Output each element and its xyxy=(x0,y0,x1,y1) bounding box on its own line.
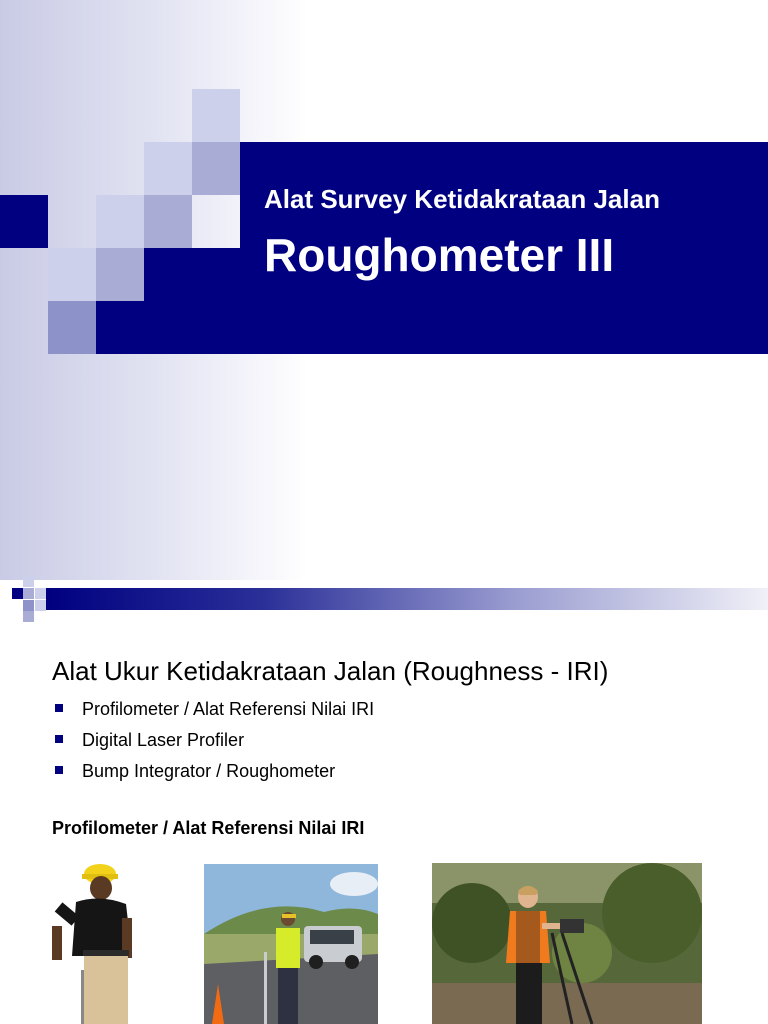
decorative-square xyxy=(48,248,96,301)
title-band-stub xyxy=(0,195,48,248)
section-title: Profilometer / Alat Referensi Nilai IRI xyxy=(52,818,365,838)
decorative-square xyxy=(23,600,34,611)
decorative-square xyxy=(192,142,240,195)
list-item-label: Bump Integrator / Roughometer xyxy=(82,761,336,781)
slide-title: Roughometer III xyxy=(264,229,615,281)
decorative-square xyxy=(23,576,34,587)
decorative-square xyxy=(144,195,192,248)
list-item xyxy=(52,758,374,789)
header-gradient-bar xyxy=(46,588,768,610)
decorative-square xyxy=(12,588,23,599)
road-survey-illustration xyxy=(204,864,378,1024)
slide-subtitle: Alat Survey Ketidakrataan Jalan xyxy=(264,184,660,214)
decorative-square xyxy=(35,600,46,611)
square-bullet-icon xyxy=(55,704,63,712)
decorative-square xyxy=(96,248,144,301)
title-band-lower xyxy=(96,301,240,354)
photo-profilometer-operator xyxy=(432,863,702,1024)
decorative-square xyxy=(35,588,46,599)
worker-illustration xyxy=(48,860,143,1024)
decorative-square xyxy=(23,588,34,599)
list-item-label: Profilometer / Alat Referensi Nilai IRI xyxy=(82,699,375,719)
title-band-step xyxy=(144,248,240,301)
list-item xyxy=(52,696,374,727)
profilometer-illustration xyxy=(432,863,702,1024)
decorative-square xyxy=(96,195,144,248)
decorative-square xyxy=(192,89,240,142)
list-item-label: Digital Laser Profiler xyxy=(82,730,245,750)
decorative-square xyxy=(144,142,192,195)
decorative-square xyxy=(48,301,96,354)
list-item xyxy=(52,727,374,758)
photo-worker-helmet xyxy=(48,860,143,1024)
bullet-list xyxy=(52,696,374,789)
content-heading: Alat Ukur Ketidakrataan Jalan (Roughness - IRI) xyxy=(52,656,609,686)
square-bullet-icon xyxy=(55,735,63,743)
decorative-square xyxy=(23,611,34,622)
photo-road-survey xyxy=(204,864,378,1024)
square-bullet-icon xyxy=(55,766,63,774)
